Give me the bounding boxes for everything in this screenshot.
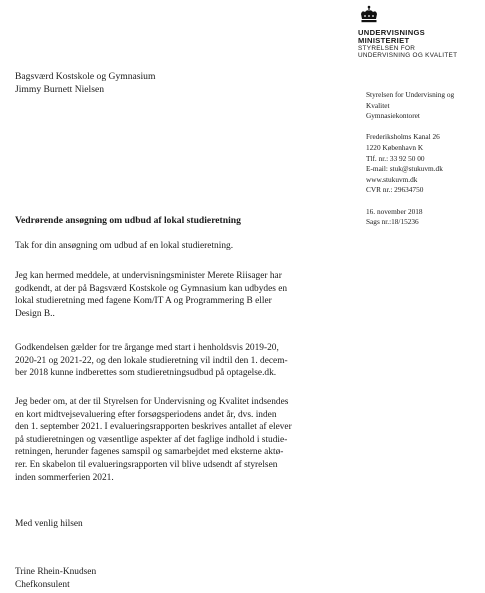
sender-website: www.stukuvm.dk [366, 174, 418, 184]
sender-cvr: CVR nr.: 29634750 [366, 185, 424, 195]
logo-line-3: STYRELSEN FOR [358, 44, 416, 52]
sender-info-block [366, 90, 484, 228]
paragraph-line: den 1. september 2021. I evalueringsrapporten beskrives antallet af elever [15, 422, 292, 433]
paragraph-1 [15, 240, 395, 253]
paragraph-line: Tak for din ansøgning om udbud af en lokal studieretning. [15, 241, 234, 251]
logo-line-4: UNDERVISNING OG KVALITET [358, 51, 458, 59]
closing-salutation [15, 518, 395, 531]
paragraph-line: ber 2018 kunne indberettes som studieretningsudbud på optagelse.dk. [15, 368, 277, 379]
paragraph-line: 2020-21 og 2021-22, og den lokale studieretning vil indtil den 1. decem- [15, 355, 288, 366]
sender-address-city: 1220 København K [366, 142, 424, 152]
logo-line-2: MINISTERIET [358, 35, 410, 45]
paragraph-line: Godkendelsen gælder for tre årgange med start i henholdsvis 2019-20, [15, 343, 279, 353]
crown-logo-icon [358, 5, 380, 27]
recipient-block [15, 70, 155, 96]
paragraph-3 [15, 342, 395, 380]
paragraph-4 [15, 396, 395, 484]
recipient-name: Jimmy Burnett Nielsen [15, 84, 104, 95]
paragraph-line: godkendt, at der på Bagsværd Kostskole og Gymnasium kan udbydes en [15, 283, 288, 294]
sender-phone: Tlf. nr.: 33 92 50 00 [366, 153, 425, 163]
paragraph-line: en kort midtvejsevaluering efter forsøgsperiodens andet år, dvs. inden [15, 409, 277, 420]
paragraph-line: Jeg beder om, at der til Styrelsen for Undervisning og Kvalitet indsendes [15, 397, 289, 407]
closing-text: Med venlig hilsen [15, 519, 83, 529]
signatory-title: Chefkonsulent [15, 579, 70, 590]
paragraph-line: rer. En skabelon til evalueringsrapporten vil blive udsendt af styrelsen [15, 459, 278, 470]
signatory-name: Trine Rhein-Knudsen [15, 567, 97, 577]
recipient-institution: Bagsværd Kostskole og Gymnasium [15, 71, 156, 82]
sender-department: Gymnasiekontoret [366, 111, 420, 121]
letter-date: 16. november 2018 [366, 206, 423, 216]
sender-email: E-mail: stuk@stukuvm.dk [366, 164, 443, 174]
paragraph-line: Jeg kan hermed meddele, at undervisningsminister Merete Riisager har [15, 271, 282, 281]
ministry-logo-text [358, 29, 483, 59]
paragraph-line: på studieretningen og væsentlige aspekter af det faglige indhold i studie- [15, 434, 288, 445]
paragraph-line: retningen, herunder fagenes samspil og samarbejdet med eksterne aktø- [15, 447, 284, 458]
paragraph-line: inden sommerferien 2021. [15, 472, 114, 483]
paragraph-2 [15, 270, 395, 320]
sender-org-line-1: Styrelsen for Undervisning og [366, 90, 455, 99]
sender-address-street: Frederiksholms Kanal 26 [366, 132, 440, 142]
signature-block [15, 566, 395, 591]
letter-subject: Vedrørende ansøgning om udbud af lokal studieretning [15, 215, 241, 226]
sender-org-line-2: Kvalitet [366, 100, 390, 110]
paragraph-line: lokal studieretning med fagene Kom/IT A og Programmering B eller [15, 296, 272, 307]
paragraph-line: Design B.. [15, 308, 55, 319]
case-number: Sags nr.:18/15236 [366, 217, 419, 227]
logo-line-1: UNDERVISNINGS [358, 28, 426, 37]
